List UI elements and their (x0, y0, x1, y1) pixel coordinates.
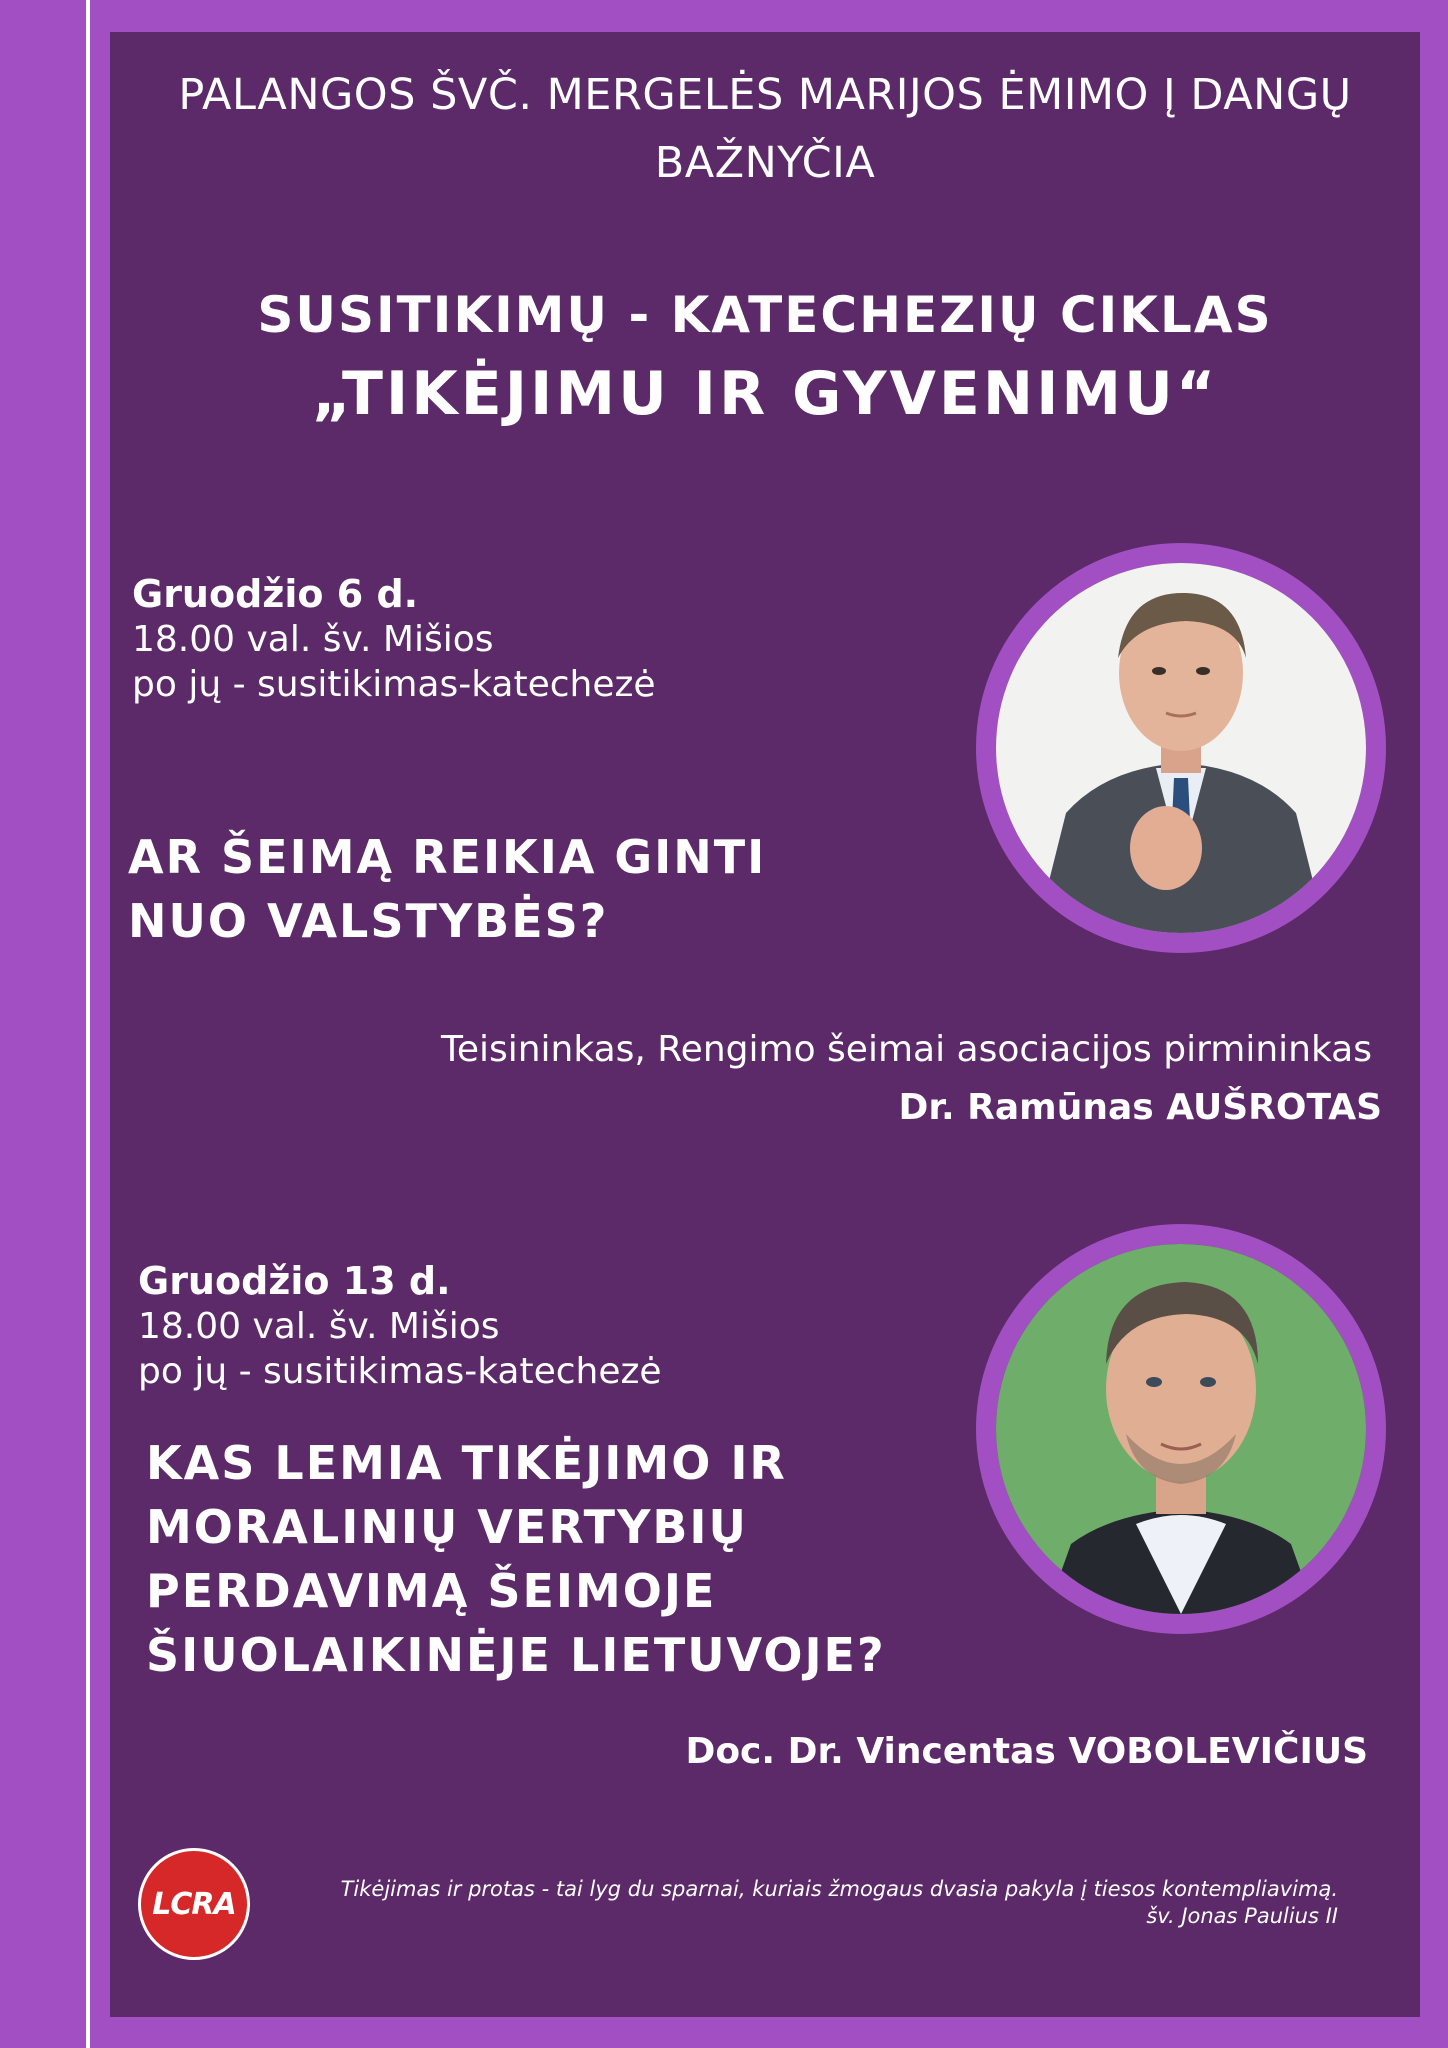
footer-quote-author: šv. Jonas Paulius II (1146, 1904, 1338, 1928)
event1-speaker-portrait (976, 543, 1386, 953)
left-edge-line (86, 0, 90, 2048)
series-title-line1: SUSITIKIMŲ - KATECHEZIŲ CIKLAS (257, 286, 1273, 344)
event1-speaker-role: Teisininkas, Rengimo šeimai asociacijos pirmininkas (440, 1029, 1372, 1070)
church-name-line2: BAŽNYČIA (654, 138, 876, 188)
speaker-portrait-photo-icon (996, 1244, 1366, 1614)
event2-date: Gruodžio 13 d. (138, 1259, 451, 1303)
event1-question-line2: NUO VALSTYBĖS? (128, 894, 609, 948)
poster-panel (110, 32, 1420, 2017)
lcra-logo-text: LCRA (152, 1887, 236, 1922)
event2-question-line2: MORALINIŲ VERTYBIŲ (146, 1500, 748, 1554)
event1-date: Gruodžio 6 d. (132, 572, 419, 616)
series-title-line2: „TIKĖJIMU IR GYVENIMU“ (311, 359, 1219, 429)
event2-time: 18.00 val. šv. Mišios (138, 1306, 500, 1347)
event2-speaker-name: Doc. Dr. Vincentas VOBOLEVIČIUS (685, 1731, 1368, 1772)
speaker-portrait-photo-icon (996, 563, 1366, 933)
event2-question-line3: PERDAVIMĄ ŠEIMOJE (146, 1564, 717, 1618)
event2-speaker-portrait (976, 1224, 1386, 1634)
church-name-line1: PALANGOS ŠVČ. MERGELĖS MARIJOS ĖMIMO Į DANGŲ (178, 70, 1352, 120)
event2-question-line1: KAS LEMIA TIKĖJIMO IR (146, 1436, 787, 1490)
event2-question-line4: ŠIUOLAIKINĖJE LIETUVOJE? (146, 1628, 886, 1682)
event1-question-line1: AR ŠEIMĄ REIKIA GINTI (128, 830, 767, 884)
footer-quote: Tikėjimas ir protas - tai lyg du sparnai, kuriais žmogaus dvasia pakyla į tiesos kontempliavimą. (340, 1877, 1338, 1901)
lcra-logo (138, 1848, 250, 1960)
event2-after: po jų - susitikimas-katechezė (138, 1351, 662, 1392)
event1-time: 18.00 val. šv. Mišios (132, 619, 494, 660)
event1-speaker-name: Dr. Ramūnas AUŠROTAS (898, 1087, 1382, 1128)
event1-after: po jų - susitikimas-katechezė (132, 664, 656, 705)
